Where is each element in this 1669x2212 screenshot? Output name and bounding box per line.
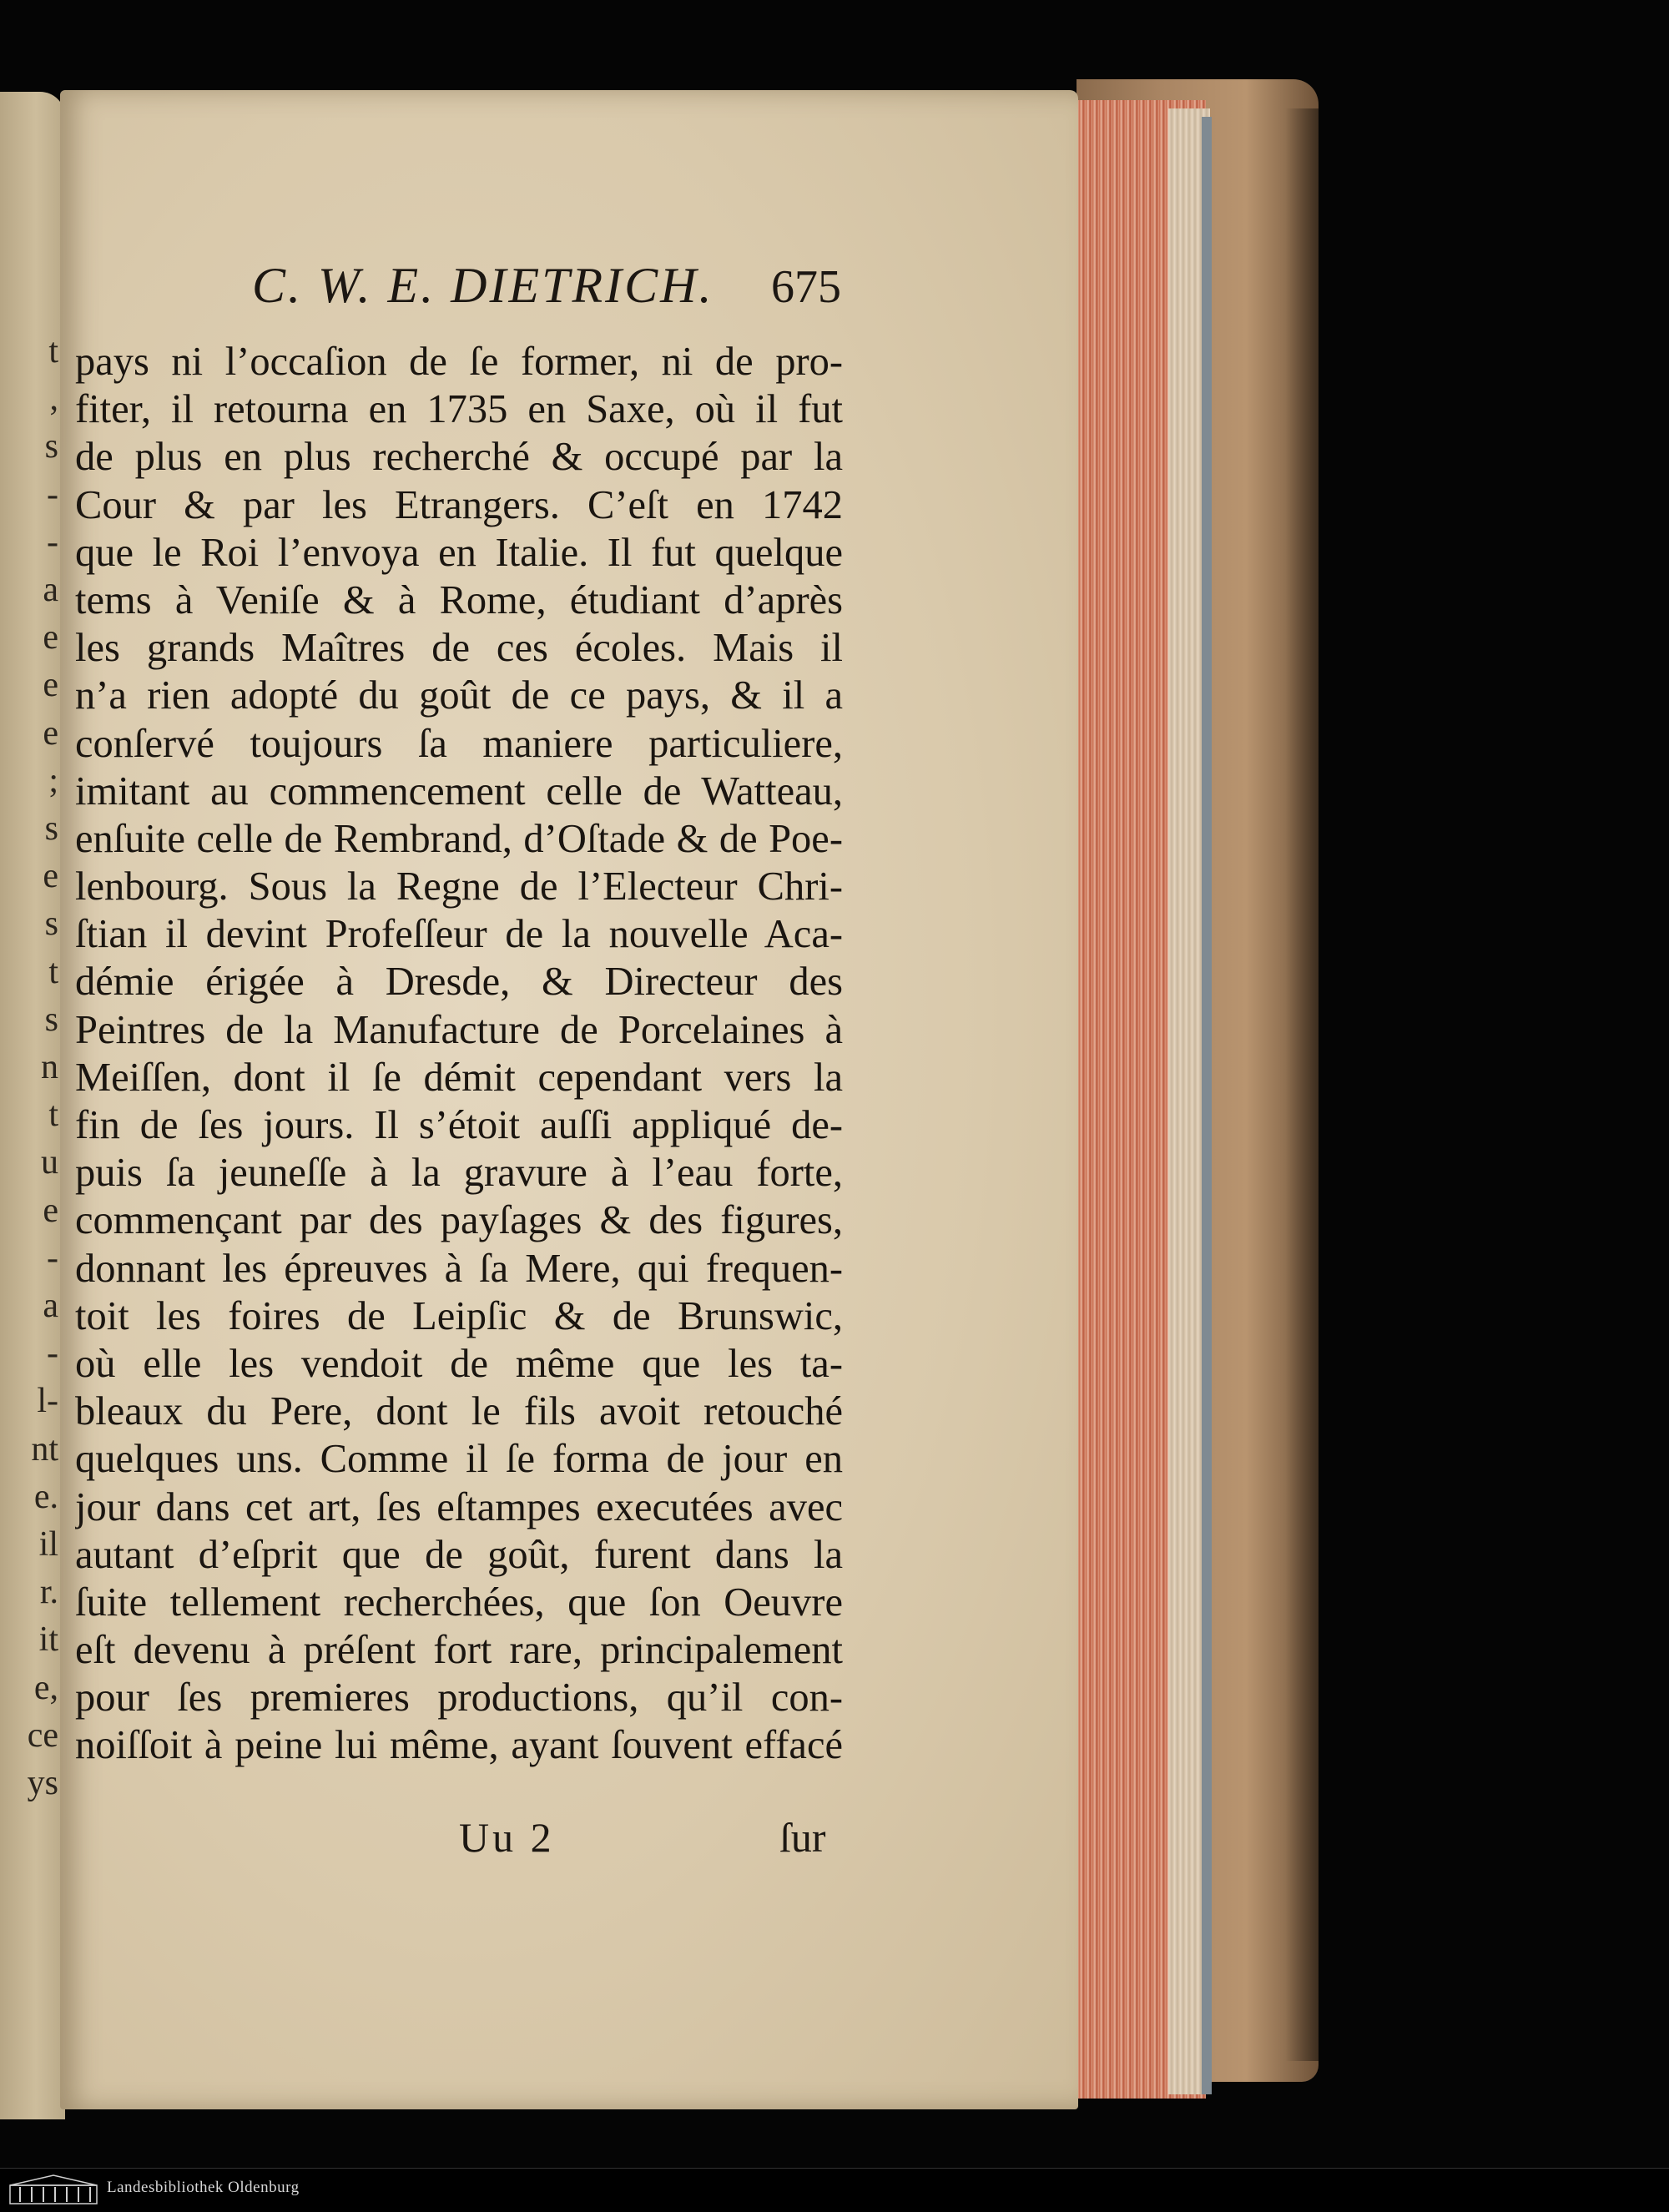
text-line: Peintres de la Manufacture de Porcelaines à <box>75 1007 843 1052</box>
catchword: ſur <box>779 1814 826 1861</box>
previous-page-fragment: nt <box>31 1429 58 1469</box>
text-line: de plus en plus recherché & occupé par la <box>75 435 843 480</box>
text-line: quelques uns. Comme il ſe forma de jour en <box>75 1437 843 1482</box>
text-line: Cour & par les Etrangers. C’eſt en 1742 <box>75 482 843 527</box>
previous-page-fragment: l- <box>37 1382 58 1421</box>
previous-page-fragment: t <box>48 952 58 991</box>
previous-page-fragment: ce <box>27 1716 58 1755</box>
previous-page-fragment: s <box>44 809 58 848</box>
text-line: que le Roi l’envoya en Italie. Il fut quelque <box>75 530 843 575</box>
previous-page-fragment: a <box>43 1287 58 1325</box>
previous-page-fragment: - <box>47 475 58 514</box>
previous-page-fragment: r. <box>39 1573 58 1612</box>
body-text <box>75 338 843 1770</box>
text-line: jour dans cet art, ſes eſtampes executées avec <box>75 1484 843 1529</box>
text-line: où elle les vendoit de même que les ta- <box>75 1341 843 1386</box>
previous-page-fragment: u <box>41 1143 58 1182</box>
previous-page-fragment: e. <box>33 1477 58 1516</box>
page-foot <box>60 1813 1078 1872</box>
text-line: bleaux du Pere, dont le fils avoit retouché <box>75 1389 843 1434</box>
previous-page-fragment: ys <box>27 1764 58 1802</box>
text-line: toit les foires de Leipſic & de Brunswic, <box>75 1293 843 1338</box>
library-footer-bar <box>0 2168 1669 2212</box>
previous-page-fragment: s <box>44 904 58 944</box>
text-line: commençant par des payſages & des figures, <box>75 1198 843 1243</box>
text-line: démie érigée à Dresde, & Directeur des <box>75 960 843 1005</box>
text-line: n’a rien adopté du goût de ce pays, & il a <box>75 673 843 718</box>
previous-page-fragment: ; <box>48 761 58 800</box>
previous-page-fragment: il <box>38 1525 58 1564</box>
previous-page-fragment: , <box>49 380 58 419</box>
cover-shadow <box>1285 108 1319 2061</box>
previous-page-fragment: t <box>48 332 58 370</box>
text-line: puis ſa jeuneſſe à la gravure à l’eau forte, <box>75 1151 843 1196</box>
previous-page-fragment: - <box>47 1238 58 1277</box>
text-line: les grands Maîtres de ces écoles. Mais il <box>75 626 843 671</box>
text-line: pour ſes premieres productions, qu’il con- <box>75 1675 843 1721</box>
text-line: fiter, il retourna en 1735 en Saxe, où il fut <box>75 387 843 432</box>
running-head-title: C. W. E. DIETRICH. <box>252 258 714 313</box>
text-line: noiſſoit à peine lui même, ayant ſouvent effacé <box>75 1723 843 1768</box>
library-name: Landesbibliothek Oldenburg <box>107 2179 300 2196</box>
text-line: conſervé toujours ſa maniere particuliere, <box>75 721 843 766</box>
previous-page-fragment: - <box>47 522 58 562</box>
text-line: imitant au commencement celle de Watteau, <box>75 768 843 814</box>
page-number: 675 <box>771 261 841 313</box>
text-line: Meiſſen, dont il ſe démit cependant vers la <box>75 1055 843 1100</box>
text-line: fin de ſes jours. Il s’étoit auſſi appliqué de- <box>75 1103 843 1147</box>
signature-mark: Uu 2 <box>459 1814 555 1861</box>
text-line: donnant les épreuves à ſa Mere, qui frequen- <box>75 1246 843 1291</box>
text-line: lenbourg. Sous la Regne de l’Electeur Chri- <box>75 864 843 909</box>
previous-page-edge <box>0 92 65 2119</box>
text-line: ſtian il devint Profeſſeur de la nouvelle Aca- <box>75 912 843 957</box>
previous-page-fragment: e <box>43 618 58 658</box>
previous-page-fragment: e <box>43 666 58 705</box>
previous-page-fragment: t <box>48 1096 58 1135</box>
text-line: ſuite tellement recherchées, que ſon Oeuvre <box>75 1580 843 1625</box>
previous-page-fragment: e <box>43 857 58 896</box>
blue-edge <box>1202 117 1212 2094</box>
previous-page-fragment: s <box>44 427 58 466</box>
text-line: tems à Veniſe & à Rome, étudiant d’après <box>75 577 843 622</box>
previous-page-fragment: e <box>43 713 58 753</box>
previous-page-fragment: it <box>38 1620 58 1660</box>
text-line: autant d’eſprit que de goût, furent dans la <box>75 1532 843 1577</box>
text-line: enſuite celle de Rembrand, d’Oſtade & de Poe- <box>75 816 843 861</box>
previous-page-fragment: a <box>43 571 58 609</box>
text-line: eſt devenu à préſent fort rare, principalement <box>75 1628 843 1673</box>
previous-page-fragment: s <box>44 1000 58 1039</box>
text-line: pays ni l’occaſion de ſe former, ni de pro- <box>75 340 843 384</box>
previous-page-fragment: e <box>43 1191 58 1230</box>
previous-page-fragment: - <box>47 1334 58 1373</box>
library-building-icon <box>8 2174 98 2205</box>
previous-page-fragment: e, <box>33 1668 58 1707</box>
previous-page-fragment: n <box>41 1048 58 1086</box>
running-head <box>60 249 1078 315</box>
book-page <box>60 90 1078 2109</box>
